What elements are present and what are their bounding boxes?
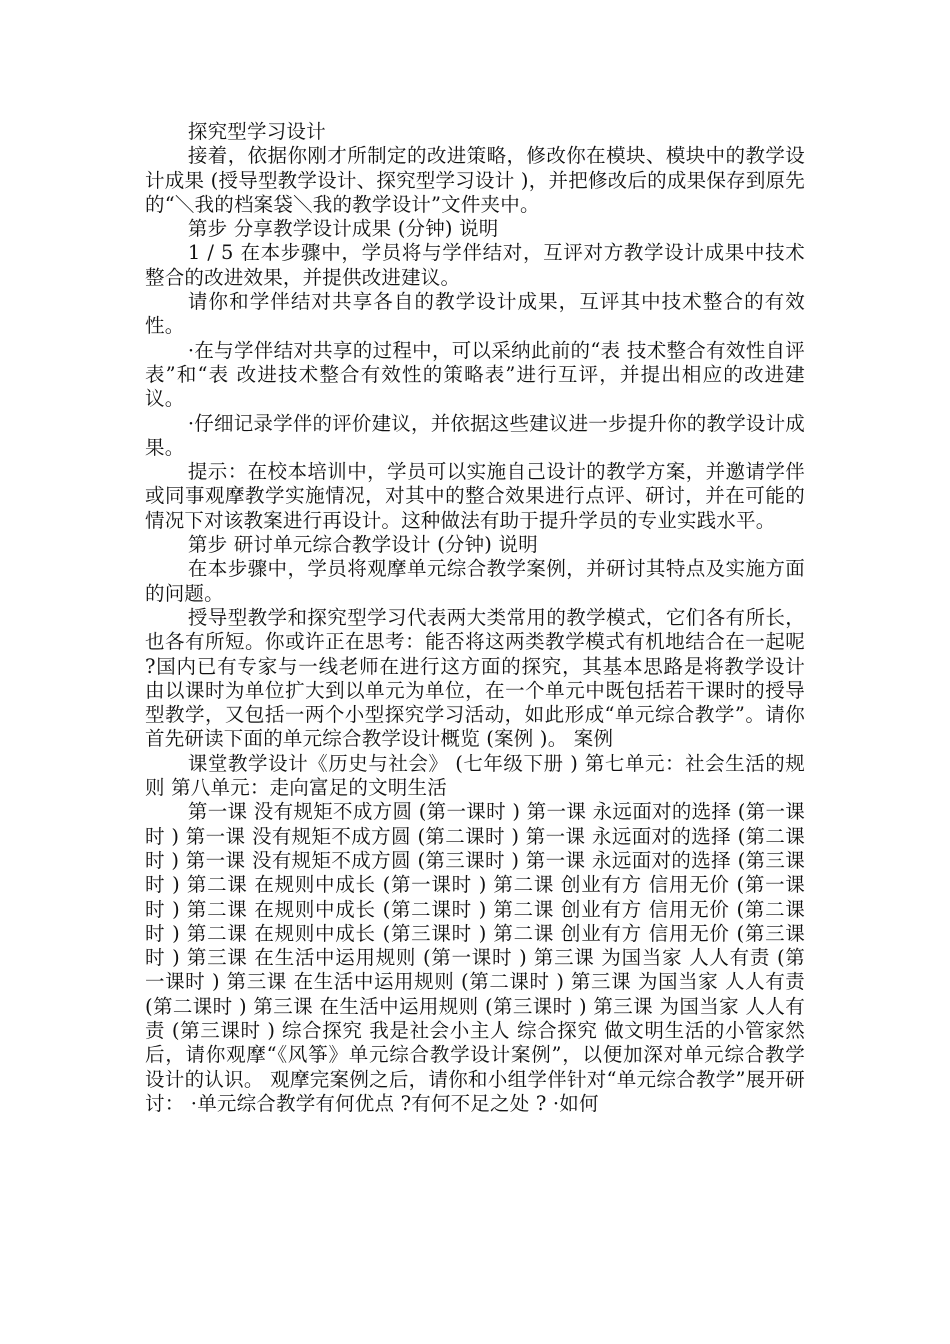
bullet-record-feedback: ·仔细记录学伴的评价建议，并依据这些建议进一步提升你的教学设计成果。 [145, 411, 805, 459]
paragraph-teaching-models: 授导型教学和探究型学习代表两大类常用的教学模式，它们各有所长，也各有所短。你或许正在思考：能否将这两类教学模式有机地结合在一起呢 ?国内已有专家与一线老师在进行这方面的探究，其基本思路是将教学设计由以课时为单位扩大到以单元为单位，在一个单元中既包括若干课时的授导型教学，又包括一两个小型探究学习活动，如此形成“单元综合教学”。请你首先研读下面的单元综合教学设计概览 (案例 )。 案例 [145, 605, 805, 751]
paragraph-revise-instructions: 接着，依据你刚才所制定的改进策略，修改你在模块、模块中的教学设计成果 (授导型教学设计、探究型学习设计 )，并把修改后的成果保存到原先的“＼我的档案袋＼我的教学设计”文件夹中。 [145, 144, 805, 216]
paragraph-tip: 提示：在校本培训中，学员可以实施自己设计的教学方案，并邀请学伴或同事观摩教学实施情况，对其中的整合效果进行点评、研讨，并在可能的情况下对该教案进行再设计。这种做法有助于提升学员的专业实践水平。 [145, 460, 805, 532]
paragraph-peer-review: 请你和学伴结对共享各自的教学设计成果，互评其中技术整合的有效性。 [145, 290, 805, 338]
step-heading-share: 第步 分享教学设计成果 (分钟) 说明 [187, 217, 499, 241]
paragraph-step-unit-description: 在本步骤中，学员将观摩单元综合教学案例，并研讨其特点及实施方面的问题。 [145, 557, 805, 605]
paragraph-case-title: 课堂教学设计《历史与社会》 (七年级下册 ) 第七单元：社会生活的规则 第八单元：走向富足的文明生活 [145, 751, 805, 800]
bullet-peer-review-tables: ·在与学伴结对共享的过程中，可以采纳此前的“表 技术整合有效性自评表”和“表 改进技术整合有效性的策略表”进行互评，并提出相应的改进建议。 [145, 338, 805, 411]
paragraph-heading-inquiry-design: 探究型学习设计 [187, 120, 326, 143]
document-body [145, 120, 805, 1116]
paragraph-step-share-description: 1 / 5 在本步骤中，学员将与学伴结对，互评对方教学设计成果中技术整合的改进效果，并提供改进建议。 [145, 241, 805, 289]
step-heading-unit-design: 第步 研讨单元综合教学设计 (分钟) 说明 [187, 533, 538, 557]
paragraph-lesson-list: 第一课 没有规矩不成方圆 (第一课时 ) 第一课 永远面对的选择 (第一课时 ) 第一课 没有规矩不成方圆 (第二课时 ) 第一课 永远面对的选择 (第二课时 ) 第一课 没有规矩不成方圆 (第三课时 ) 第一课 永远面对的选择 (第三课时 ) 第二课 在规则中成长 (第一课时 ) 第二课 创业有方 信用无价 (第一课时 ) 第二课 在规则中成长 (第二课时 ) 第二课 创业有方 信用无价 (第二课时 ) 第二课 在规则中成长 (第三课时 ) 第二课 创业有方 信用无价 (第三课时 ) 第三课 在生活中运用规则 (第一课时 ) 第三课 为国当家 人人有责 (第一课时 ) 第三课 在生活中运用规则 (第二课时 ) 第三课 为国当家 人人有责 (第二课时 ) 第三课 在生活中运用规则 (第三课时 ) 第三课 为国当家 人人有责 (第三课时 ) 综合探究 我是社会小主人 综合探究 做文明生活的小管家然后，请你观摩“《风筝》单元综合教学设计案例”，以便加深对单元综合教学设计的认识。 观摩完案例之后，请你和小组学伴针对“单元综合教学”展开研讨： ·单元综合教学有何优点 ?有何不足之处 ? ·如何 [145, 800, 805, 1115]
